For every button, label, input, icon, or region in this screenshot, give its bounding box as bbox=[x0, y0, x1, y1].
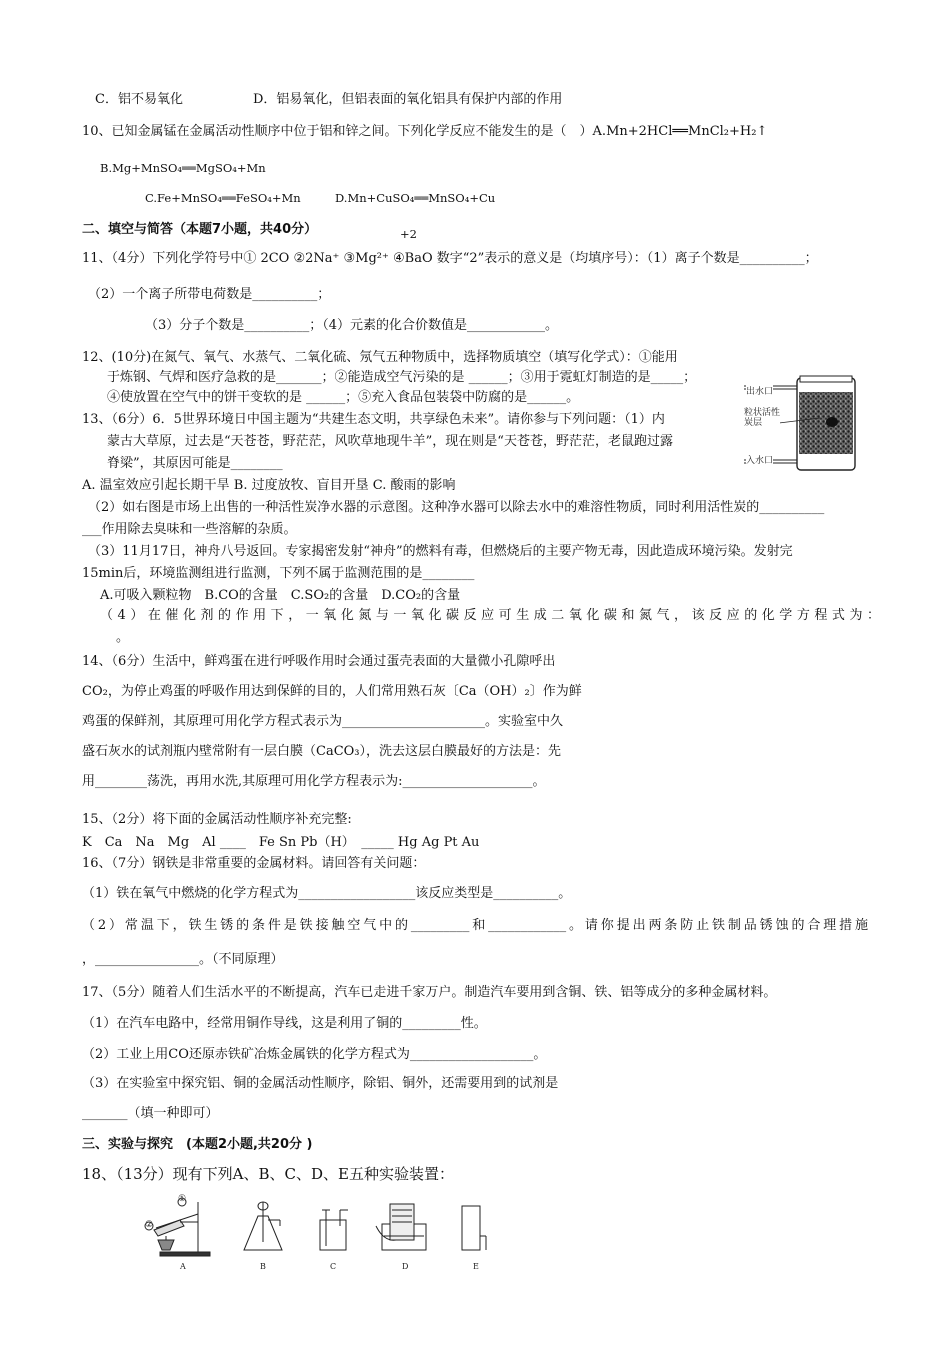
q14-line3: 鸡蛋的保鲜剂，其原理可用化学方程式表示为______________________。实验室中久 bbox=[82, 714, 564, 729]
q14-line2: CO₂，为停止鸡蛋的呼吸作用达到保鲜的目的，人们常用熟石灰〔Ca（OH）₂〕作为鲜 bbox=[82, 684, 582, 699]
q13-options-a-d: A.可吸入颗粒物 B.CO的含量 C.SO₂的含量 D.CO₂的含量 bbox=[100, 588, 461, 603]
apparatus-a bbox=[145, 1198, 210, 1256]
apparatus-d bbox=[376, 1204, 426, 1250]
q16-line3-wrap bbox=[0, 918, 868, 934]
apparatus-mark-1: ① bbox=[178, 1194, 187, 1204]
q10-stem: 10、已知金属锰在金属活动性顺序中位于铝和锌之间。下列化学反应不能发生的是（ ）A.Mn+2HCl══MnCl₂+H₂↑ bbox=[82, 124, 768, 139]
section-3-heading: 三、实验与探究 (本题2小题,共20分 ) bbox=[82, 1137, 313, 1152]
apparatus-e-label: E bbox=[473, 1262, 479, 1271]
q14-line4: 盛石灰水的试剂瓶内壁常附有一层白膜（CaCO₃），洗去这层白膜最好的方法是：先 bbox=[82, 744, 562, 759]
q17-line1: 17、（5分）随着人们生活水平的不断提高，汽车已走进千家万户。制造汽车要用到含铜、铁、铝等成分的多种金属材料。 bbox=[82, 985, 777, 1000]
q11-valence-mark: +2 bbox=[400, 227, 417, 241]
q13-line3: 脊梁”，其原因可能是________ bbox=[107, 456, 283, 471]
q16-line2: （1）铁在氧气中燃烧的化学方程式为__________________该反应类型是__________。 bbox=[82, 886, 572, 901]
q13-line2: 蒙古大草原，过去是“天苍苍，野茫茫，风吹草地现牛羊”，现在则是“天苍苍，野茫茫，老鼠跑过露 bbox=[107, 434, 673, 449]
apparatus-e bbox=[462, 1206, 486, 1250]
q16-line1: 16、（7分）钢铁是非常重要的金属材料。请回答有关问题： bbox=[82, 856, 426, 871]
q13-options-a-c: A. 温室效应引起长期干旱 B. 过度放牧、盲目开垦 C. 酸雨的影响 bbox=[82, 478, 456, 493]
section-2-heading: 二、填空与简答（本题7小题，共40分） bbox=[82, 222, 318, 237]
q15-metal-series: K Ca Na Mg Al ____ Fe Sn Pb（H） _____ Hg Ag Pt Au bbox=[82, 835, 480, 850]
q10-option-d: D.Mn+CuSO₄══MnSO₄+Cu bbox=[335, 191, 496, 205]
q9-option-c: C．铝不易氧化 bbox=[95, 92, 183, 107]
q14-line5: 用________荡洗，再用水洗,其原理可用化学方程表示为:____________________。 bbox=[82, 774, 546, 789]
q13-line8-wrap bbox=[0, 608, 880, 624]
q13-line1: 13、（6分）6．5世界环境日中国主题为“共建生态文明，共享绿色未来”。请你参与下列问题：（1）内 bbox=[82, 412, 665, 427]
apparatus-c-label: C bbox=[330, 1262, 337, 1271]
q16-line3: （2）常温下，铁生锈的条件是铁接触空气中的_________和____________。请你提出两条防止铁制品锈蚀的合理措施 bbox=[82, 918, 868, 933]
q12-line2: 于炼钢、气焊和医疗急救的是_______；②能造成空气污染的是 ______；③用于霓虹灯制造的是_____； bbox=[107, 370, 697, 385]
q13-line6: （3）11月17日，神舟八号返回。专家揭密发射“神舟”的燃料有毒，但燃烧后的主要产物无毒，因此造成环境污染。发射完 bbox=[88, 544, 793, 559]
q12-line3: ④使放置在空气中的饼干变软的是 ______；⑤充入食品包装袋中防腐的是______。 bbox=[107, 390, 580, 405]
q11-line1: 11、（4分）下列化学符号中① 2CO ②2Na⁺ ③Mg²⁺ ④BaO 数字“2”表示的意义是（均填序号）：（1）离子个数是__________； bbox=[82, 251, 818, 266]
q17-line2: （1）在汽车电路中，经常用铜作导线，这是利用了铜的_________性。 bbox=[82, 1016, 487, 1031]
apparatus-diagram bbox=[140, 1196, 510, 1276]
q17-line4: （3）在实验室中探究铝、铜的金属活动性顺序，除铝、铜外，还需要用到的试剂是 bbox=[82, 1076, 559, 1091]
q15-line1: 15、（2分）将下面的金属活动性顺序补充完整: bbox=[82, 812, 352, 827]
apparatus-a-label: A bbox=[180, 1262, 186, 1271]
q13-line9: 。 bbox=[116, 630, 130, 645]
apparatus-d-label: D bbox=[402, 1262, 409, 1271]
apparatus-c bbox=[320, 1210, 348, 1250]
q13-line8: （4）在催化剂的作用下，一氧化氮与一氧化碳反应可生成二氧化碳和氮气，该反应的化学方程式为： bbox=[100, 608, 880, 623]
q13-line7: 15min后，环境监测组进行监测，下列不属于监测范围的是________ bbox=[82, 566, 475, 581]
apparatus-b-label: B bbox=[260, 1262, 266, 1271]
purifier-carbon-label: 粒状活性炭层 bbox=[744, 408, 781, 428]
q11-line3: （3）分子个数是__________；（4）元素的化合价数值是____________。 bbox=[145, 318, 559, 333]
purifier-outlet-label: 出水口 bbox=[746, 384, 773, 397]
q18-stem: 18、（13分）现有下列A、B、C、D、E五种实验装置： bbox=[82, 1165, 454, 1183]
q17-line3: （2）工业上用CO还原赤铁矿冶炼金属铁的化学方程式为___________________。 bbox=[82, 1047, 547, 1062]
purifier-inlet-label: 入水口 bbox=[746, 453, 773, 466]
q9-option-d: D．铝易氧化，但铝表面的氧化铝具有保护内部的作用 bbox=[253, 92, 563, 107]
q17-line5: _______（填一种即可） bbox=[82, 1106, 219, 1121]
q13-line4: （2）如右图是市场上出售的一种活性炭净水器的示意图。这种净水器可以除去水中的难溶性物质，同时利用活性炭的__________ bbox=[88, 500, 825, 515]
q12-line1: 12、(10分)在氮气、氧气、水蒸气、二氧化硫、氖气五种物质中，选择物质填空（填写化学式）：①能用 bbox=[82, 350, 678, 365]
lab-apparatus-figure bbox=[140, 1196, 510, 1276]
q13-line5: ___作用除去臭味和一些溶解的杂质。 bbox=[82, 522, 297, 537]
q16-line4: ，________________。（不同原理） bbox=[82, 952, 284, 967]
apparatus-mark-2: ② bbox=[145, 1220, 154, 1230]
q14-line1: 14、（6分）生活中，鲜鸡蛋在进行呼吸作用时会通过蛋壳表面的大量微小孔隙呼出 bbox=[82, 654, 556, 669]
carbon-water-purifier-figure bbox=[742, 370, 860, 476]
q10-option-b: B.Mg+MnSO₄══MgSO₄+Mn bbox=[100, 161, 266, 175]
q11-line2: （2）一个离子所带电荷数是__________； bbox=[88, 287, 331, 302]
q10-option-c: C.Fe+MnSO₄══FeSO₄+Mn bbox=[145, 191, 301, 205]
apparatus-b bbox=[244, 1202, 282, 1250]
